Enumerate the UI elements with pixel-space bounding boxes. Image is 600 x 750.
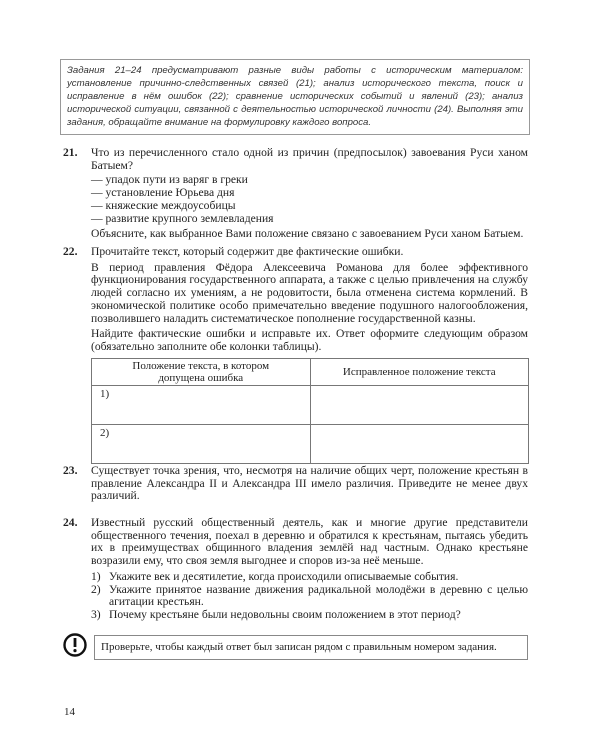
notice-box: Проверьте, чтобы каждый ответ был записан рядом с правильным номером задания.	[94, 635, 528, 660]
table-header: Положение текста, в котором допущена ошибка	[92, 358, 311, 385]
sub-question: 3) Почему крестьяне были недовольны своим положением в этот период?	[91, 607, 461, 621]
answer-cell[interactable]	[310, 385, 529, 424]
table-row	[92, 385, 529, 424]
task-text: В период правления Фёдора Алексеевича Романова для более эффективного функционирования государственного аппарата, а также с целью привлечения на службу людей согласно их умениям, а не родовитости, была отменена система кормлений. В экономической политике особо примечательно введение подушного налогообложения, позволившего наладить систематическое пополнение государственной казны.	[91, 260, 528, 325]
task-23	[63, 465, 528, 505]
instructions-box: Задания 21–24 предусматривают разные виды работы с историческим материалом: установление причинно-следственных связей (21); анализ исторического текста, поиск и исправление в нём ошибок (22); сравнение исторических событий и явлений (23); анализ исторической ситуации, связанной с деятельностью исторической личности (24). Выполняя эти задания, обращайте внимание на формулировку каждого вопроса.	[60, 59, 530, 135]
answer-cell[interactable]	[310, 424, 529, 463]
task-24	[63, 517, 528, 622]
page-number: 14	[64, 706, 75, 718]
table-header: Исправленное положение текста	[310, 358, 529, 385]
task-number: 22.	[63, 245, 78, 258]
sub-question: 2) Укажите принятое название движения радикальной молодёжи в деревню с целью агитации крестьян.	[91, 582, 528, 609]
task-number: 21.	[63, 146, 78, 159]
row-number: 2)	[92, 424, 311, 463]
table-row	[92, 424, 529, 463]
task-text: Известный русский общественный деятель, как и многие другие представители общественного течения, поехал в деревню и обратился к крестьянам, пытаясь убедить их в преимуществах общинного владения землёй над частным. Однако крестьяне возразили ему, что своя земля выгоднее и споров из-за неё меньше.	[91, 516, 528, 568]
option: — установление Юрьева дня	[91, 186, 235, 200]
task-question: Существует точка зрения, что, несмотря на наличие общих черт, положение крестьян в правление Александра II и Александра III имело различия. Приведите не менее двух различий.	[91, 464, 528, 503]
exclamation-icon	[63, 633, 87, 657]
task-number: 23.	[63, 464, 78, 477]
task-instruction: Найдите фактические ошибки и исправьте их. Ответ оформите следующим образом (обязательно заполните обе колонки таблицы).	[91, 327, 528, 353]
sub-question: 1) Укажите век и десятилетие, когда происходили описываемые события.	[91, 569, 459, 583]
option: — княжеские междоусобицы	[91, 198, 236, 212]
row-number: 1)	[92, 385, 311, 424]
task-question: Прочитайте текст, который содержит две фактические ошибки.	[91, 245, 404, 258]
option: — упадок пути из варяг в греки	[91, 173, 248, 187]
answer-table	[91, 358, 529, 464]
task-number: 24.	[63, 516, 78, 529]
task-22	[63, 246, 528, 464]
task-instruction: Объясните, как выбранное Вами положение связано с завоеванием Руси ханом Батыем.	[91, 227, 524, 241]
option: — развитие крупного землевладения	[91, 211, 274, 225]
task-question: Что из перечисленного стало одной из причин (предпосылок) завоевания Руси ханом Батыем?	[91, 146, 528, 172]
task-21	[63, 147, 528, 243]
